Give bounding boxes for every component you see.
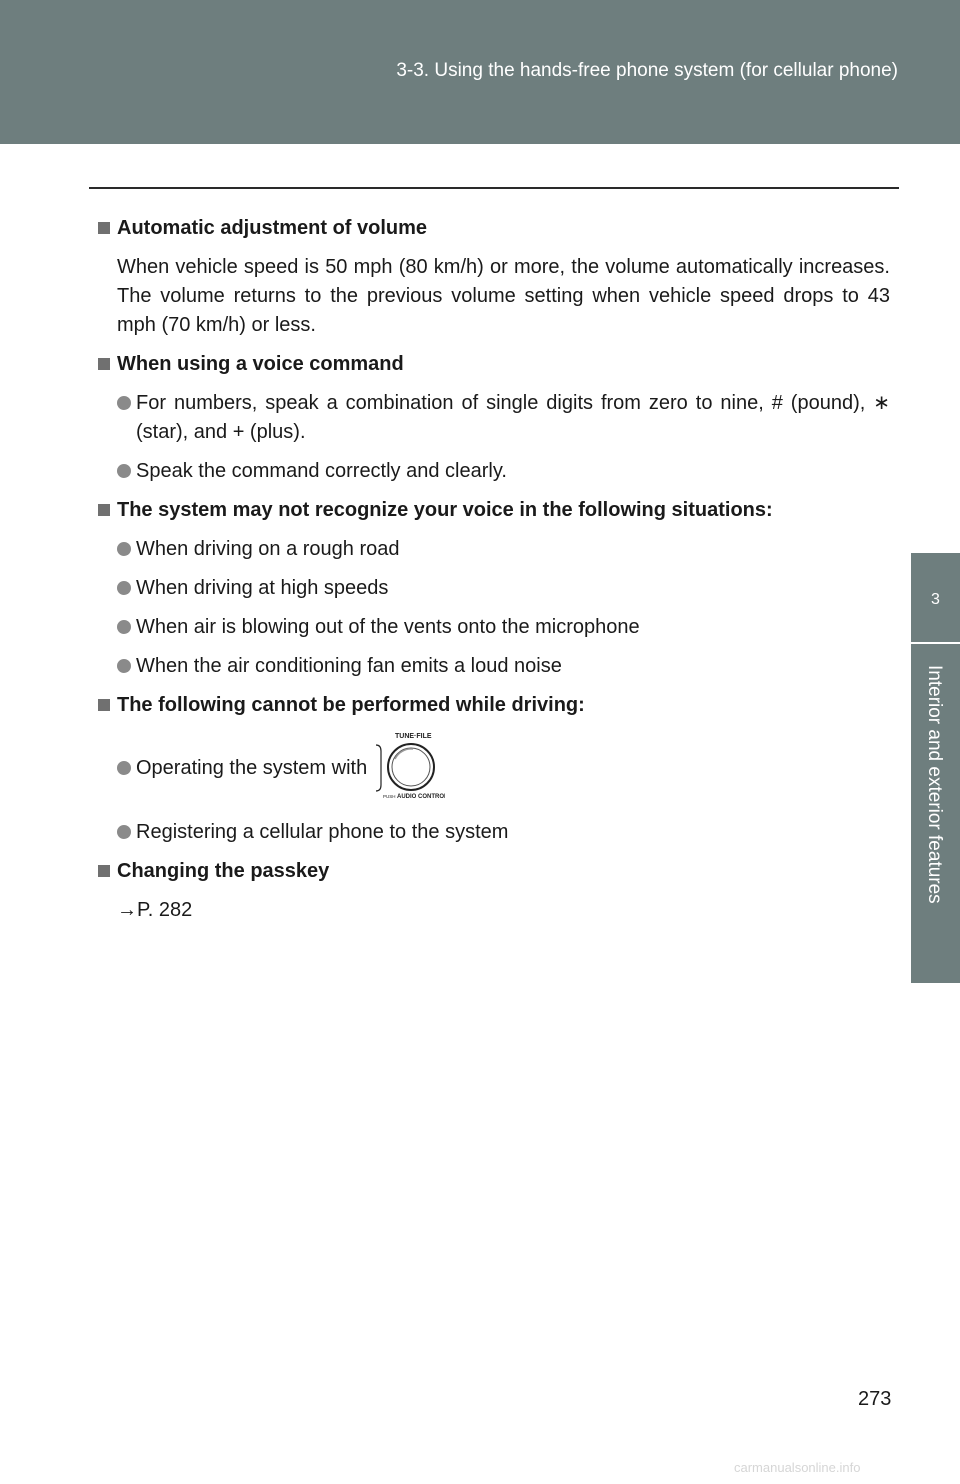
square-bullet-icon <box>98 222 110 234</box>
list-item: When the air conditioning fan emits a loud noise <box>98 652 890 681</box>
watermark: carmanualsonline.info <box>734 1460 861 1475</box>
chapter-number: 3 <box>931 591 940 608</box>
knob-bottom-label: AUDIO CONTROL <box>397 793 446 799</box>
circle-bullet-icon <box>117 542 131 556</box>
square-bullet-icon <box>98 865 110 877</box>
header-rule <box>89 187 899 189</box>
header-title: 3-3. Using the hands-free phone system (for cellular phone) <box>396 60 898 81</box>
circle-bullet-icon <box>117 659 131 673</box>
section-heading-voice-command: When using a voice command <box>98 350 890 379</box>
knob-push-label: PUSH <box>383 793 396 799</box>
side-tab-divider <box>911 642 960 644</box>
section-heading-while-driving: The following cannot be performed while driving: <box>98 691 890 720</box>
square-bullet-icon <box>98 504 110 516</box>
chapter-label: Interior and exterior features <box>924 665 945 904</box>
page-header <box>0 0 960 144</box>
section-paragraph-volume: When vehicle speed is 50 mph (80 km/h) or more, the volume automatically increases. The volume returns to the previous volume setting when vehicle speed drops to 43 mph (70 km/h) or less. <box>117 256 890 336</box>
circle-bullet-icon <box>117 396 131 410</box>
list-item: When driving on a rough road <box>98 535 890 564</box>
chapter-side-tab <box>911 553 960 983</box>
circle-bullet-icon <box>117 581 131 595</box>
page-content <box>98 214 890 925</box>
circle-bullet-icon <box>117 620 131 634</box>
page-reference-link[interactable]: →P. 282 <box>117 899 193 921</box>
section-heading-volume: Automatic adjustment of volume <box>98 214 890 243</box>
section-heading-recognition: The system may not recognize your voice in the following situations: <box>98 496 890 525</box>
list-item: When air is blowing out of the vents onto the microphone <box>98 613 890 642</box>
circle-bullet-icon <box>117 761 131 775</box>
circle-bullet-icon <box>117 825 131 839</box>
knob-top-label: TUNE·FILE <box>395 732 432 740</box>
list-item: Operating the system with TUNE·FILE PUSH AUDIO CONTROL <box>98 732 890 804</box>
section-heading-passkey: Changing the passkey <box>98 857 890 886</box>
list-item: For numbers, speak a combination of single digits from zero to nine, # (pound), ∗ (star), and + (plus). <box>98 389 890 447</box>
tune-file-knob-icon <box>373 729 445 808</box>
square-bullet-icon <box>98 358 110 370</box>
list-item: Registering a cellular phone to the system <box>98 818 890 847</box>
list-item: Speak the command correctly and clearly. <box>98 457 890 486</box>
page-number: 273 <box>858 1388 892 1410</box>
square-bullet-icon <box>98 699 110 711</box>
list-item: When driving at high speeds <box>98 574 890 603</box>
circle-bullet-icon <box>117 464 131 478</box>
